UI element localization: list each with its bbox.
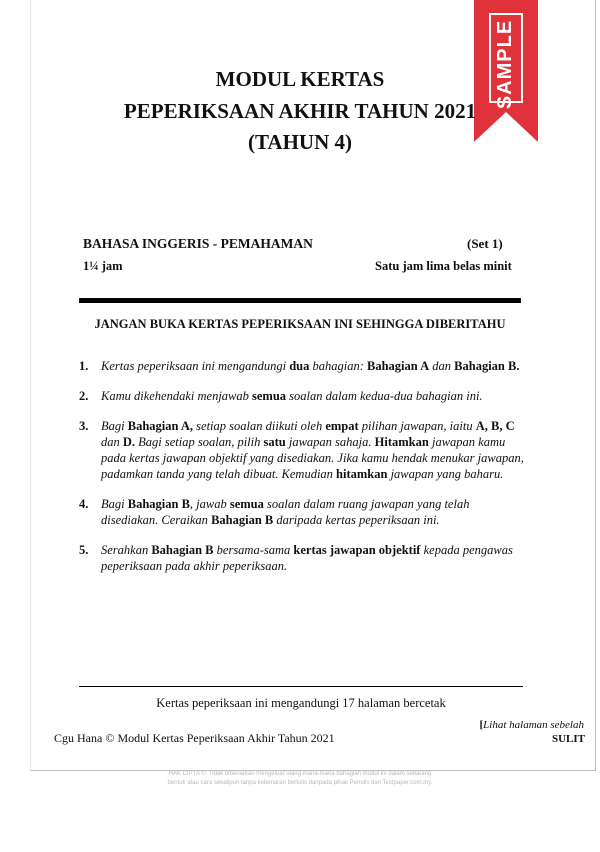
subject-title: BAHASA INGGERIS - PEMAHAMAN <box>83 236 313 251</box>
text: Serahkan <box>101 543 152 557</box>
text: jawapan sahaja. <box>285 435 375 449</box>
title-line-3: (TAHUN 4) <box>247 130 352 154</box>
sample-label: SAMPLE <box>494 19 517 109</box>
text: soalan dalam kedua-dua bahagian ini. <box>286 389 483 403</box>
bold-text: dua <box>289 359 310 373</box>
warning-heading: JANGAN BUKA KERTAS PEPERIKSAAN INI SEHINGGA DIBERITAHU <box>94 317 506 331</box>
bold-text: empat <box>325 419 359 433</box>
title-line-2: PEPERIKSAAN AKHIR TAHUN 2021 <box>123 99 477 123</box>
text: dan <box>101 435 123 449</box>
page-count-note: Kertas peperiksaan ini mengandungi 17 halaman bercetak <box>156 696 446 710</box>
text: bersama-sama <box>213 543 294 557</box>
text: pilihan jawapan, iaitu <box>358 419 476 433</box>
instruction-number: 2. <box>79 389 89 403</box>
copyright-notice-line-1: HAK CIPTA ©: Tidak dibenarkan mengeluar ulang mana-mana bahagian modul ini dalam sebarang <box>168 771 432 777</box>
bold-text: Hitamkan <box>374 435 429 449</box>
instruction-item <box>79 358 529 374</box>
see-next-text: Lihat halaman sebelah <box>483 719 584 731</box>
text: Bagi <box>101 497 128 511</box>
bold-text: Bahagian B <box>127 497 190 511</box>
see-next-bracket: [ <box>479 719 484 731</box>
bold-text: D. <box>122 435 136 449</box>
text: setiap soalan diikuti oleh <box>193 419 326 433</box>
instruction-number: 5. <box>79 543 89 557</box>
bold-text: Bahagian B. <box>454 359 520 373</box>
text: , jawab <box>189 497 230 511</box>
instruction-item <box>79 418 529 482</box>
set-label: (Set 1) <box>467 236 503 251</box>
text: Kamu dikehendaki menjawab <box>101 389 253 403</box>
text: jawapan yang baharu. <box>387 467 504 481</box>
text: Bagi setiap soalan, pilih <box>135 435 264 449</box>
bold-text: Bahagian B <box>151 543 214 557</box>
bold-text: A, B, C <box>475 419 515 433</box>
text: soalan dalam ruang jawapan yang telah disediakan. Ceraikan <box>101 497 470 527</box>
bold-text: Bahagian B <box>211 513 274 527</box>
bold-text: satu <box>263 435 286 449</box>
sulit-label: SULIT <box>552 733 586 745</box>
duration-short: 1¼ jam <box>83 259 123 273</box>
text: jawapan kamu pada kertas jawapan objektif yang disediakan. Jika kamu hendak menukar jawapan, padamkan tanda yang telah dibuat. Kemudian <box>101 435 524 481</box>
text: daripada kertas peperiksaan ini. <box>273 513 440 527</box>
bold-text: semua <box>229 497 264 511</box>
instruction-number: 3. <box>79 419 89 433</box>
copyright-line: Cgu Hana © Modul Kertas Peperiksaan Akhir Tahun 2021 <box>54 731 335 745</box>
instruction-number: 4. <box>79 497 89 511</box>
thick-divider <box>79 298 521 303</box>
text: dan <box>429 359 455 373</box>
text: Bagi <box>101 419 128 433</box>
bold-text: Bahagian A, <box>127 419 194 433</box>
duration-long: Satu jam lima belas minit <box>375 259 512 273</box>
bold-text: kertas jawapan objektif <box>293 543 421 557</box>
instruction-number: 1. <box>79 359 89 373</box>
instruction-item <box>79 496 529 528</box>
see-next-page <box>479 719 584 731</box>
instruction-item <box>79 542 529 574</box>
bold-text: Bahagian A <box>366 359 430 373</box>
bold-text: semua <box>252 389 287 403</box>
instruction-list <box>79 358 529 574</box>
text: Kertas peperiksaan ini mengandungi <box>101 359 290 373</box>
title-line-1: MODUL KERTAS <box>215 67 385 91</box>
copyright-notice-line-2: bentuk atau cara sekalipun tanpa kebenaran bertulis daripada pihak Penulis dan Testpaper.com.my. <box>167 780 433 786</box>
text: kepada pengawas peperiksaan pada akhir peperiksaan. <box>101 543 513 573</box>
text: bahagian: <box>309 359 367 373</box>
instruction-item <box>79 388 529 404</box>
footer-divider <box>79 686 523 687</box>
bold-text: hitamkan <box>336 467 388 481</box>
